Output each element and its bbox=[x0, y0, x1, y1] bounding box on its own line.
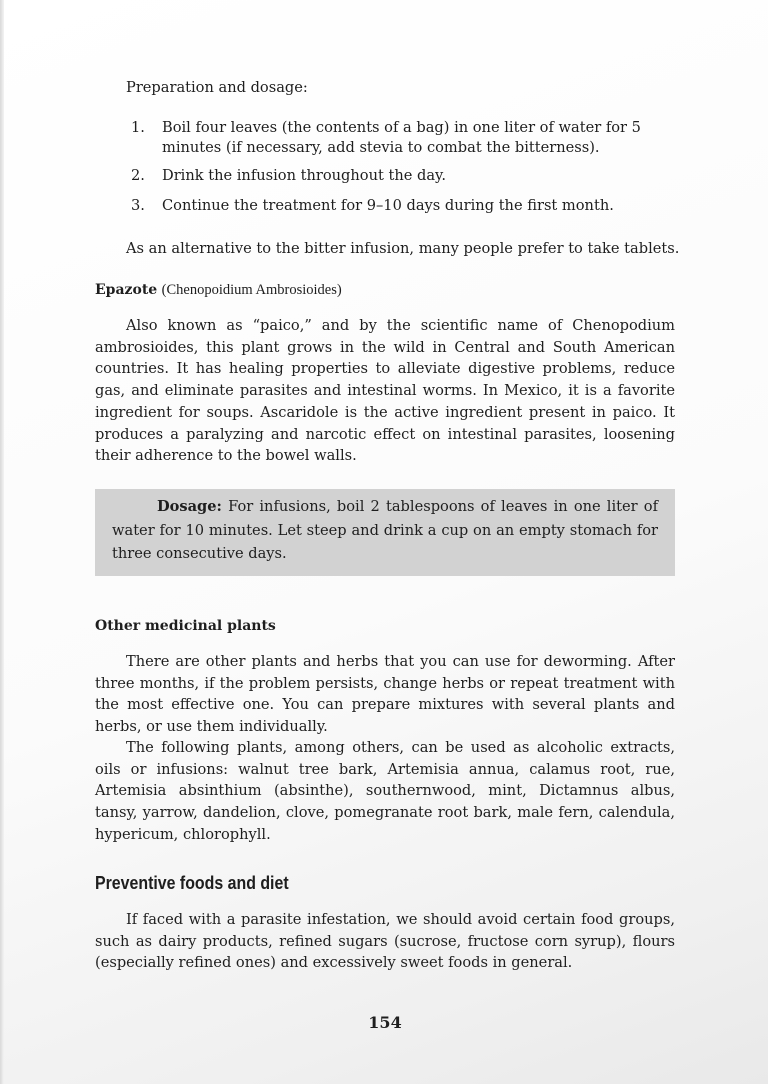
other-plants-heading bbox=[95, 615, 276, 637]
alternative-note: As an alternative to the bitter infusion, many people prefer to take tablets. bbox=[126, 240, 680, 257]
epazote-scientific-name: (Chenopoidium Ambrosioides) bbox=[161, 282, 342, 298]
epazote-description: Also known as “paico,” and by the scientific name of Chenopodium ambrosioides, this plant grows in the wild in Central and South American countries. It has healing properties to alleviate digestive problems, reduce gas, and eliminate parasites and intestinal worms. In Mexico, it is a favorite ingredient for soups. Ascaridole is the active ingredient present in paico. It produces a paralyzing and narcotic effect on intestinal parasites, loosening their adherence to the bowel walls. bbox=[95, 317, 675, 465]
other-plants-title: Other medicinal plants bbox=[95, 618, 276, 634]
dosage-label: Dosage: bbox=[157, 498, 222, 515]
epazote-name: Epazote bbox=[95, 282, 158, 298]
step-number: 1. bbox=[131, 119, 145, 136]
page-edge bbox=[0, 0, 4, 1084]
step-number: 2. bbox=[131, 167, 145, 184]
other-plants-paragraph-1: There are other plants and herbs that you can use for deworming. After three months, if the problem persists, change herbs or repeat treatment with the most effective one. You can prepare mixtures with several plants and herbs, or use them individually. bbox=[95, 653, 675, 736]
other-plants-paragraph-2: The following plants, among others, can be used as alcoholic extracts, oils or infusions: walnut tree bark, Artemisia annua, calamus root, rue, Artemisia absinthium (absinthe), southernwood, mint, Dictamnus albus, tansy, yarrow, dandelion, clove, pomegranate root bark, male fern, calendula, hypericum, chlorophyll. bbox=[95, 739, 675, 843]
dosage-text bbox=[112, 495, 658, 566]
preventive-section-title: Preventive foods and diet bbox=[95, 872, 289, 893]
dosage-box bbox=[95, 489, 675, 576]
dosage-instructions: For infusions, boil 2 tablespoons of leaves in one liter of water for 10 minutes. Let steep and drink a cup on an empty stomach for three consecutive days. bbox=[112, 498, 658, 562]
step-number: 3. bbox=[131, 197, 145, 214]
page-number: 154 bbox=[368, 1013, 402, 1032]
step-text: Drink the infusion throughout the day. bbox=[162, 167, 446, 184]
step-text: Continue the treatment for 9–10 days during the first month. bbox=[162, 197, 614, 214]
preventive-paragraph: If faced with a parasite infestation, we should avoid certain food groups, such as dairy products, refined sugars (sucrose, fructose corn syrup), flours (especially refined ones) and excessively sweet foods in general. bbox=[95, 911, 675, 972]
preparation-heading: Preparation and dosage: bbox=[126, 79, 308, 96]
step-text: Boil four leaves (the contents of a bag) in one liter of water for 5 minutes (if necessary, add stevia to combat the bitterness). bbox=[162, 119, 641, 156]
epazote-heading bbox=[95, 279, 342, 301]
